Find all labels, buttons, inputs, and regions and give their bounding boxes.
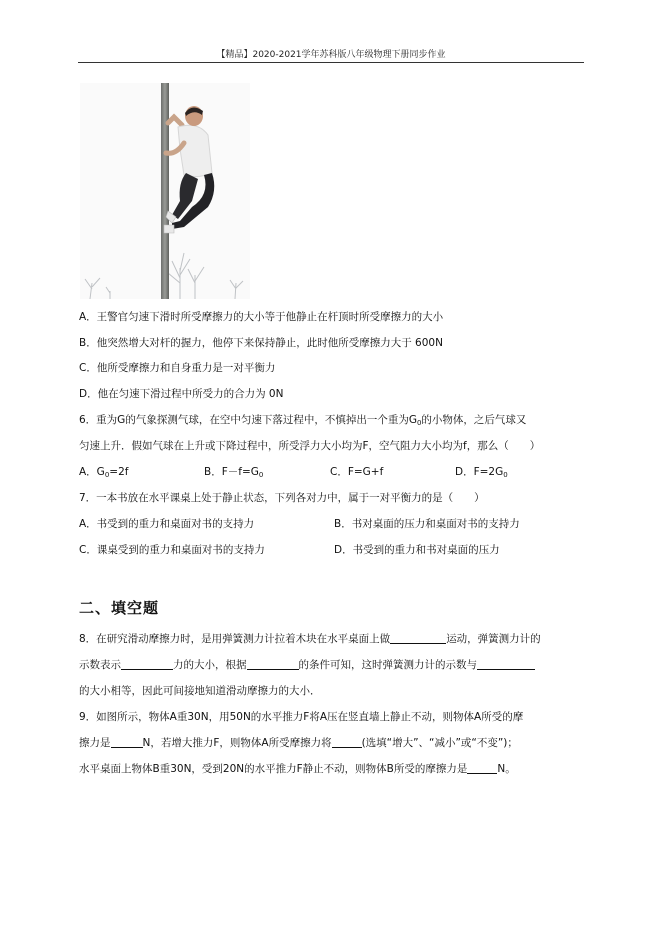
q9-text-3b: N。 <box>497 763 516 775</box>
q6-option-b-sub: 0 <box>258 471 264 479</box>
section-title-fill-in: 二、填空题 <box>79 599 160 617</box>
q9-line2 <box>79 736 518 750</box>
q6-stem-text-a: 6．重为G的气象探测气球，在空中匀速下落过程中，不慎掉出一个重为G <box>79 414 417 426</box>
q7-option-c: C．课桌受到的重力和桌面对书的支持力 <box>79 544 265 556</box>
q5-option-d: D．他在匀速下滑过程中所受力的合力为 0N <box>79 388 284 400</box>
q6-option-a-text: A．G <box>79 466 105 478</box>
q7-stem: 7．一本书放在水平课桌上处于静止状态，下列各对力中，属于一对平衡力的是（ ） <box>79 492 485 504</box>
q8-blank-3[interactable] <box>247 658 299 670</box>
q6-option-d-text: D．F=2G <box>455 466 504 478</box>
q8-text-1b: 运动，弹簧测力计的 <box>446 633 541 645</box>
q6-option-a-rest: =2f <box>109 466 129 478</box>
q9-blank-3[interactable] <box>467 762 497 774</box>
q8-text-2a: 示数表示 <box>79 659 121 671</box>
q8-line2 <box>79 658 535 672</box>
q6-stem-line2: 匀速上升．假如气球在上升或下降过程中，所受浮力大小均为F，空气阻力大小均为f，那么（ ） <box>79 440 541 452</box>
q5-option-c: C．他所受摩擦力和自身重力是一对平衡力 <box>79 362 276 374</box>
q8-line3: 的大小相等，因此可间接地知道滑动摩擦力的大小． <box>79 685 321 697</box>
q7-option-a: A．书受到的重力和桌面对书的支持力 <box>79 518 255 530</box>
q9-text-2a: 擦力是 <box>79 737 111 749</box>
q5-option-a: A．王警官匀速下滑时所受摩擦力的大小等于他静止在杆顶时所受摩擦力的大小 <box>79 311 444 323</box>
q9-line3 <box>79 762 516 776</box>
q7-option-b: B．书对桌面的压力和桌面对书的支持力 <box>334 518 520 530</box>
q6-option-a-sub: 0 <box>104 471 110 479</box>
q9-blank-1[interactable] <box>111 736 143 748</box>
q9-blank-2[interactable] <box>332 736 362 748</box>
q6-option-d <box>455 465 508 482</box>
q6-option-a <box>79 465 128 482</box>
q6-option-b-text: B．F－f=G <box>204 466 259 478</box>
q9-text-2b: N，若增大推力F，则物体A所受摩擦力将 <box>142 737 332 749</box>
q8-blank-1[interactable] <box>390 632 446 644</box>
q8-line1 <box>79 632 541 646</box>
page-header: 【精品】2020-2021学年苏科版八年级物理下册同步作业 <box>216 50 446 60</box>
q6-stem-text-b: 的小物体，之后气球又 <box>421 414 527 426</box>
q8-blank-4[interactable] <box>477 658 535 670</box>
q8-text-1a: 8．在研究滑动摩擦力时，是用弹簧测力计拉着木块在水平桌面上做 <box>79 633 391 645</box>
header-rule <box>78 62 584 63</box>
q5-option-b: B．他突然增大对杆的握力，他停下来保持静止，此时他所受摩擦力大于 600N <box>79 337 443 349</box>
q6-stem-subscript: 0 <box>416 419 422 427</box>
pole-climber-photo <box>80 83 250 299</box>
q6-option-d-sub: 0 <box>503 471 508 479</box>
q7-option-d: D．书受到的重力和书对桌面的压力 <box>334 544 500 556</box>
q6-option-b <box>204 465 263 482</box>
q9-text-2c: (选填“增大”、“减小”或“不变”)； <box>361 737 518 749</box>
q6-option-c: C．F=G+f <box>330 466 384 478</box>
q8-blank-2[interactable] <box>121 658 173 670</box>
q8-text-2c: 的条件可知，这时弹簧测力计的示数与 <box>298 659 477 671</box>
q9-text-3a: 水平桌面上物体B重30N，受到20N的水平推力F静止不动，则物体B所受的摩擦力是 <box>79 763 468 775</box>
q8-text-2b: 力的大小，根据 <box>173 659 247 671</box>
q9-line1: 9．如图所示，物体A重30N，用50N的水平推力F将A压在竖直墙上静止不动，则物体A所受的摩 <box>79 711 524 723</box>
q6-stem-line1 <box>79 413 526 430</box>
